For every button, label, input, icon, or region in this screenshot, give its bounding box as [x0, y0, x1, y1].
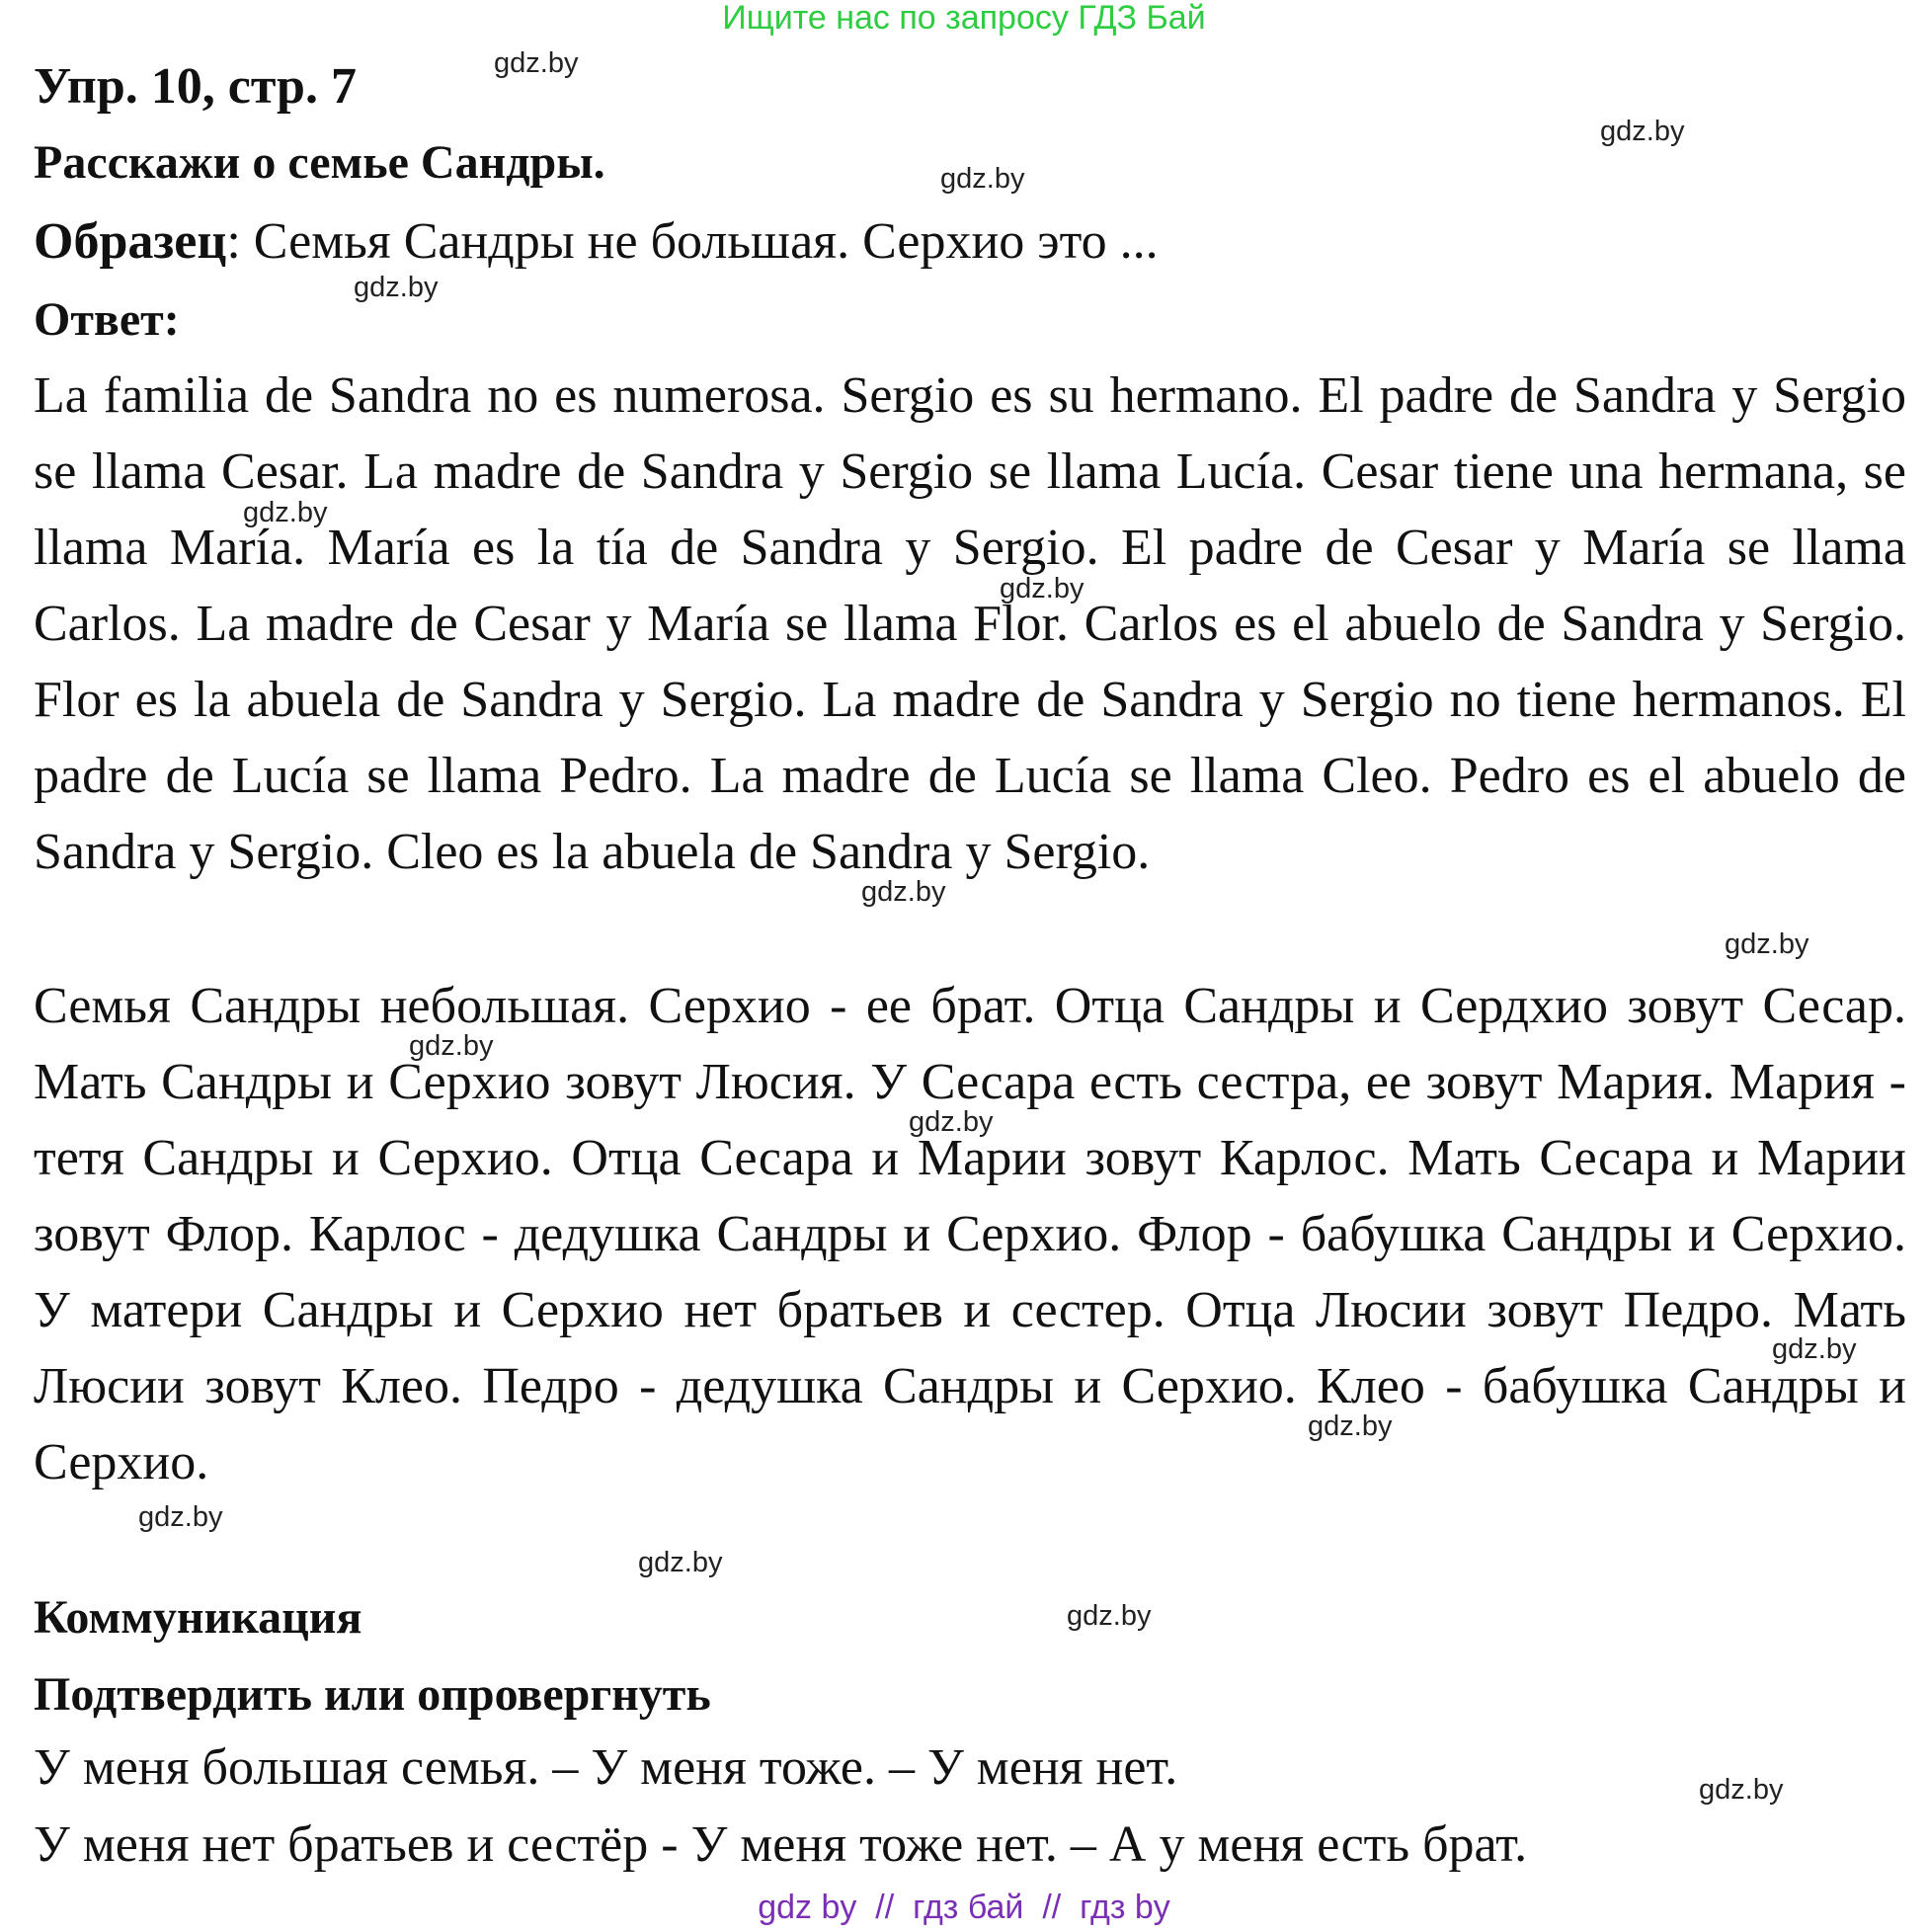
- sample-line: [34, 212, 1159, 271]
- watermark: gdz.by: [1725, 928, 1809, 960]
- sample-text: : Семья Сандры не большая. Серхио это ...: [226, 213, 1159, 270]
- watermark: gdz.by: [940, 163, 1025, 195]
- watermark: gdz.by: [494, 47, 579, 79]
- subsection-title: Подтвердить или опровергнуть: [34, 1668, 711, 1721]
- watermark: gdz.by: [243, 497, 328, 528]
- watermark: gdz.by: [1772, 1333, 1857, 1365]
- watermark: gdz.by: [409, 1030, 494, 1062]
- dialog-line: У меня большая семья. – У меня тоже. – У меня нет.: [34, 1739, 1178, 1796]
- watermark: gdz.by: [1308, 1410, 1393, 1442]
- watermark: gdz.by: [1000, 573, 1084, 604]
- search-banner: Ищите нас по запросу ГДЗ Бай: [722, 0, 1206, 37]
- answer-spanish-paragraph: La familia de Sandra no es numerosa. Sergio es su hermano. El padre de Sandra y Sergio se llama Cesar. La madre de Sandra y Sergio se llama Lucía. Cesar tiene una hermana, se llama María. María es la tía de Sandra y Sergio. El padre de Cesar y María se llama Carlos. La madre de Cesar y María se llama Flor. Carlos es el abuelo de Sandra y Sergio. Flor es la abuela de Sandra y Sergio. La madre de Sandra y Sergio no tiene hermanos. El padre de Lucía se llama Pedro. La madre de Lucía se llama Cleo. Pedro es el abuelo de Sandra y Sergio. Cleo es la abuela de Sandra y Sergio.: [34, 367, 1906, 880]
- watermark: gdz.by: [638, 1547, 723, 1578]
- watermark: gdz.by: [909, 1106, 994, 1138]
- watermark: gdz.by: [138, 1501, 223, 1533]
- watermark: gdz.by: [861, 876, 946, 908]
- task-heading: Расскажи о семье Сандры.: [34, 136, 605, 189]
- footer-watermark: gdz by // гдз бай // гдз by: [758, 1889, 1170, 1926]
- watermark: gdz.by: [1600, 116, 1685, 147]
- sample-label: Образец: [34, 213, 227, 270]
- answer-russian-paragraph: Семья Сандры небольшая. Серхио - ее брат. Отца Сандры и Сердхио зовут Сесар. Мать Сандры и Серхио зовут Люсия. У Сесара есть сестра, ее зовут Мария. Мария - тетя Сандры и Серхио. Отца Сесара и Марии зовут Карлос. Мать Сесара и Марии зовут Флор. Карлос - дедушка Сандры и Серхио. Флор - бабушка Сандры и Серхио. У матери Сандры и Серхио нет братьев и сестер. Отца Люсии зовут Педро. Мать Люсии зовут Клео. Педро - дедушка Сандры и Серхио. Клео - бабушка Сандры и Серхио.: [34, 978, 1906, 1490]
- watermark: gdz.by: [1699, 1774, 1784, 1806]
- answer-label: Ответ:: [34, 293, 180, 346]
- watermark: gdz.by: [354, 272, 439, 303]
- section-title: Коммуникация: [34, 1591, 362, 1644]
- dialog-line: У меня нет братьев и сестёр - У меня тоже нет. – А у меня есть брат.: [34, 1816, 1528, 1873]
- exercise-title: Упр. 10, стр. 7: [34, 58, 357, 115]
- watermark: gdz.by: [1067, 1600, 1152, 1632]
